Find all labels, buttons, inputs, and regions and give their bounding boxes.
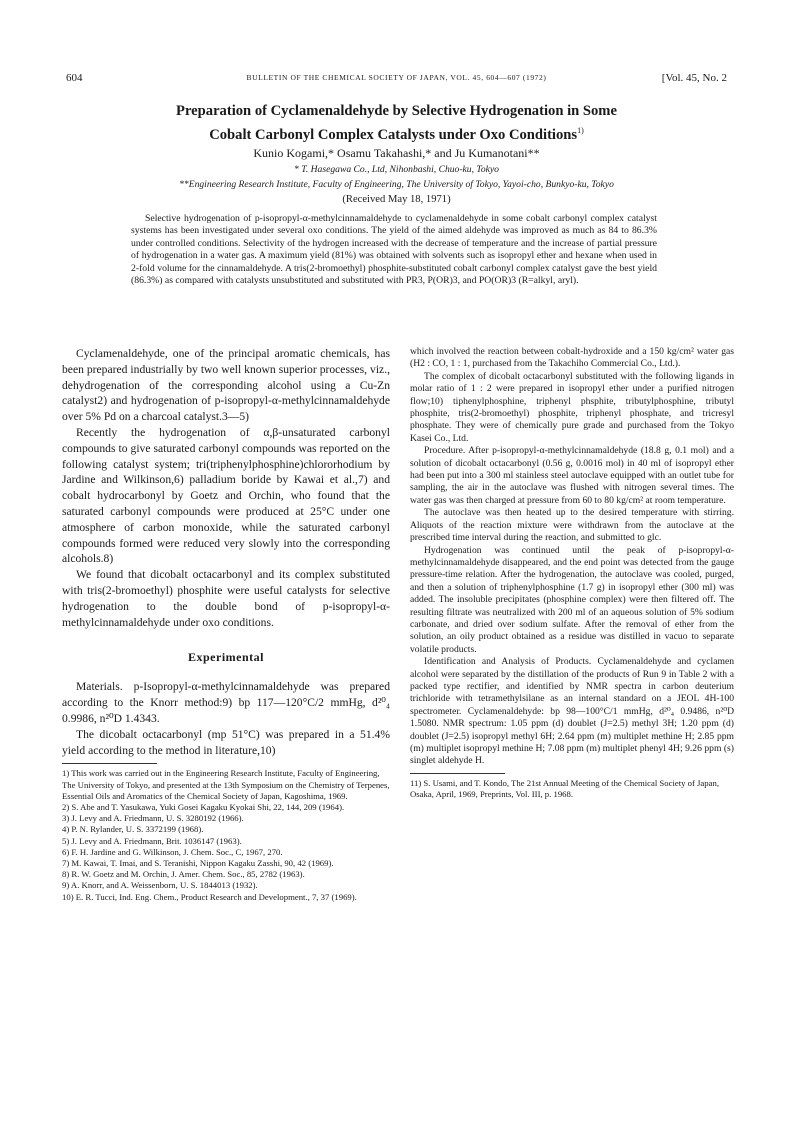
running-header [66,72,727,88]
received-date: (Received May 18, 1971) [342,194,451,205]
right-column [410,346,734,800]
intro-paragraph-1: Cyclamenaldehyde, one of the principal aromatic chemicals, has been prepared industrially by two well known superior processes, viz., dehydrogenation of the corresponding alcohol using a Cu-Zn catalyst2) and hydrogenation of p-isopropyl-α-methylcinnamaldehyde over 5% Pd on a charcoal catalyst.3—5) [62,347,390,424]
hydrogenation-paragraph: Hydrogenation was continued until the peak of p-isopropyl-α-methylcinnamaldehyde disappeared, and the end point was detected from the gauge pressure-time relation. After the hydrogenation, the autoclave was cooled, purged, and then a solution of triphenylphosphine (1.7 g) in isopropyl ether (300 ml) was added. The insoluble precipitates (phosphine complex) were then filtered off. The resulting filtrate was neutralized with 200 ml of an aqueous solution of 5% sodium carbonate, and dried over sodium sulfate. After the removal of ether from the solution, an oily product obtained as a residue was distilled in vacuo to separate volatile products. [410,544,734,655]
section-heading-experimental: Experimental [188,650,264,665]
affiliation-2: **Engineering Research Institute, Faculty of Engineering, The University of Tokyo, Yayoi-cho, Bunkyo-ku, Tokyo [179,179,614,190]
title-footnote-mark: 1) [577,126,584,135]
dicobalt-paragraph: The dicobalt octacarbonyl (mp 51°C) was prepared in a 51.4% yield according to the method in literature,10) [62,727,390,757]
footnote-5: 5) J. Levy and A. Friedmann, Brit. 1036147 (1963). [62,835,242,846]
intro-paragraph-3: We found that dicobalt octacarbonyl and its complex substituted with tris(2-bromoethyl) phosphite were useful catalysts for selective hydrogenation to the double bond of p-isopropyl-α-methylcinnamaldehyde under oxo conditions. [62,568,390,629]
author-list: Kunio Kogami,* Osamu Takahashi,* and Ju Kumanotani** [253,146,540,160]
title-line-1: Preparation of Cyclamenaldehyde by Selective Hydrogenation in Some [176,103,617,119]
volume-label: [Vol. 45, No. 2 [661,72,727,84]
page-number: 604 [66,72,83,84]
procedure-paragraph: Procedure. After p-isopropyl-α-methylcinnamaldehyde (18.8 g, 0.1 mol) and a solution of dicobalt octacarbonyl (0.56 g, 0.0016 mol) in 40 ml of isopropyl ether had been put into a 300 ml stainless steel autoclave equipped with an outlet tube for sampling, the air in the autoclave was flushed with nitrogen several times. The water gas was then charged at pressure from 60 to 80 kg/cm² at room temperature. [410,445,734,506]
affiliation-1: * T. Hasegawa Co., Ltd, Nihonbashi, Chuo-ku, Tokyo [294,164,499,175]
footnote-7: 7) M. Kawai, T. Imai, and S. Teranishi, Nippon Kagaku Zasshi, 90, 42 (1969). [62,857,334,868]
abstract: Selective hydrogenation of p-isopropyl-α-methylcinnamaldehyde to cyclamenaldehyde in some cobalt carbonyl complex catalyst systems has been investigated under several oxo conditions. The yield of the aimed aldehyde was improved as much as 84 to 86.3% under controlled conditions. Selectivity of the hydrogen increased with the decrease of temperature and the increase of partial pressure of hydrogenation in a water gas. A maximum yield (81%) was obtained with solvents such as isopropyl ether and hexane when used in 2-fold volume for the cinnamaldehyde. A tris(2-bromoethyl) phosphite-substituted cobalt carbonyl complex catalyst gave the best yield (86.3%) as compared with catalysts unsubstituted and substituted with PR3, P(OR)3, and PO(OR)3 (R=alkyl, aryl). [131,213,657,287]
left-column [62,346,390,903]
footnote-9: 9) A. Knorr, and A. Weissenborn, U. S. 1844013 (1932). [62,880,258,891]
catalyst-prep-continued: which involved the reaction between cobalt-hydroxide and a 150 kg/cm² water gas (H2 : CO, 1 : 1, purchased from the Takachiho Commercial Co., Ltd.). [410,346,734,370]
identification-paragraph: Identification and Analysis of Products. Cyclamenaldehyde and cyclamen alcohol were separated by the distillation of the products of Run 9 in Table 2 with a packed type rectifier, and identified by NMR spectra in carbon deuterium trichloride with tetramethylsilane as an internal standard on a JEOL 4H-100 spectrometer. Cyclamenaldehyde: bp 98—100°C/1 mmHg, d²⁰₄ 0.9486, n²⁰D 1.5080. NMR spectrum: 1.05 ppm (d) doublet (J=2.5) methyl 3H; 1.20 ppm (d) doublet (J=2.5) isopropyl methyl 6H; 2.64 ppm (m) multiplet methine H; 2.85 ppm (m) multiplet isopropyl methine H; 7.08 ppm (m) multiplet phenyl 4H; 9.26 ppm (s) singlet aldehyde H. [410,656,734,767]
footnote-11: 11) S. Usami, and T. Kondo, The 21st Annual Meeting of the Chemical Society of Japan, Osaka, April, 1969, Preprints, Vol. III, p. 1968. [410,777,719,800]
journal-citation: BULLETIN OF THE CHEMICAL SOCIETY OF JAPAN, VOL. 45, 604—607 (1972) [246,73,547,82]
footnote-1: 1) This work was carried out in the Engineering Research Institute, Faculty of Engineering, The University of Tokyo, and presented at the 13th Symposium on the Chemistry of Terpenes, Essential Oils and Aromatics of the Chemical Society of Japan, Kagoshima, 1969. [62,768,390,801]
footnote-2: 2) S. Abe and T. Yasukawa, Yuki Gosei Kagaku Kyokai Shi, 22, 144, 209 (1964). [62,801,345,812]
ligand-complexes-paragraph: The complex of dicobalt octacarbonyl substituted with the following ligands in molar ratio of 1 : 2 were prepared in isopropyl ether under a purified nitrogen flow;10) tiphenylphosphine, triphenyl phsphite, tributylphosphine, tributyl phosphite, tris(2-bromoethyl) phosphite, triphenyl phosphate, and tricresyl phosphate. They were of chemically pure grade and purchased from the Tokyo Kasei Co., Ltd. [410,370,734,444]
title-line-2: Cobalt Carbonyl Complex Catalysts under Oxo Conditions [209,126,578,143]
materials-paragraph: Materials. p-Isopropyl-α-methylcinnamaldehyde was prepared according to the Knorr method:9) bp 117—120°C/2 mmHg, d²⁰₄ 0.9986, n²⁰D 1.4343. [62,680,390,725]
paper-title [90,101,703,145]
intro-paragraph-2: Recently the hydrogenation of α,β-unsaturated carbonyl compounds to give saturated carbonyl compounds was reported on the following catalyst system; tri(triphenylphosphine)chlororhodium by Jardine and Wilkinson,6) palladium boride by Kawai et al.,7) and cobalt hydrocarbonyl by Goetz and Orchin, who found that the saturated carbonyl compounds were produced at 25°C under one atmosphere of carbon monoxide, while the saturated carbonyl compounds formed were reduced very slowly into the corresponding alcohols.8) [62,425,390,566]
footnote-10: 10) E. R. Tucci, Ind. Eng. Chem., Product Research and Development., 7, 37 (1969). [62,891,357,902]
autoclave-paragraph: The autoclave was then heated up to the desired temperature with stirring. Aliquots of the reaction mixture were withdrawn from the autoclave at the prescribed time interval during the reaction, and submitted to glc. [410,507,734,544]
footnote-divider [62,763,157,764]
footnote-4: 4) P. N. Rylander, U. S. 3372199 (1968). [62,824,204,835]
footnote-3: 3) J. Levy and A. Friedmann, U. S. 3280192 (1966). [62,813,244,824]
footnote-6: 6) F. H. Jardine and G. Wilkinson, J. Chem. Soc., C, 1967, 270. [62,846,283,857]
footnote-8: 8) R. W. Goetz and M. Orchin, J. Amer. Chem. Soc., 85, 2782 (1963). [62,869,305,880]
footnote-divider-right [410,773,505,774]
